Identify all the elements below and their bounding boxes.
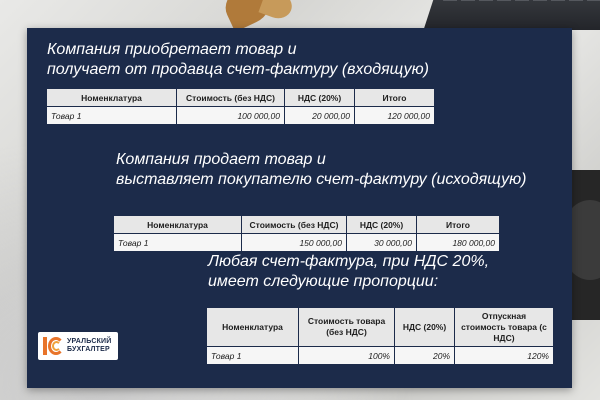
proportions-table — [206, 307, 554, 365]
table-row — [47, 107, 435, 125]
cell-cost: 150 000,00 — [242, 234, 347, 252]
outgoing-invoice-table — [113, 215, 500, 252]
cell-total: 120% — [455, 347, 554, 365]
column-header: НДС (20%) — [395, 308, 455, 347]
brand-logo — [38, 332, 118, 360]
column-header: Итого — [417, 216, 500, 234]
cell-item: Товар 1 — [207, 347, 299, 365]
background-laptop — [424, 0, 600, 30]
cell-cost: 100 000,00 — [177, 107, 285, 125]
column-header: Номенклатура — [207, 308, 299, 347]
table-row — [207, 347, 554, 365]
cell-vat: 20% — [395, 347, 455, 365]
column-header: НДС (20%) — [347, 216, 417, 234]
logo-text: УРАЛЬСКИЙ БУХГАЛТЕР — [67, 338, 112, 353]
column-header: НДС (20%) — [285, 89, 355, 107]
cell-total: 120 000,00 — [355, 107, 435, 125]
cell-cost: 100% — [299, 347, 395, 365]
incoming-invoice-table — [46, 88, 435, 125]
column-header: Номенклатура — [47, 89, 177, 107]
column-header: Отпускная стоимость товара (с НДС) — [455, 308, 554, 347]
table-row — [114, 234, 500, 252]
cell-total: 180 000,00 — [417, 234, 500, 252]
column-header: Стоимость (без НДС) — [242, 216, 347, 234]
cell-vat: 30 000,00 — [347, 234, 417, 252]
cell-item: Товар 1 — [47, 107, 177, 125]
column-header: Итого — [355, 89, 435, 107]
section2-heading: Компания продает товар и выставляет покупателю счет-фактуру (исходящую) — [116, 151, 527, 188]
table-header-row — [47, 89, 435, 107]
cell-item: Товар 1 — [114, 234, 242, 252]
column-header: Стоимость (без НДС) — [177, 89, 285, 107]
section1-heading: Компания приобретает товар и получает от продавца счет-фактуру (входящую) — [47, 41, 429, 78]
cell-vat: 20 000,00 — [285, 107, 355, 125]
table-header-row — [207, 308, 554, 347]
section3-heading: Любая счет-фактура, при НДС 20%, имеет следующие пропорции: — [208, 253, 490, 290]
logo-mark-icon — [42, 335, 64, 357]
column-header: Стоимость товара (без НДС) — [299, 308, 395, 347]
column-header: Номенклатура — [114, 216, 242, 234]
background-leaf — [258, 0, 295, 22]
table-header-row — [114, 216, 500, 234]
